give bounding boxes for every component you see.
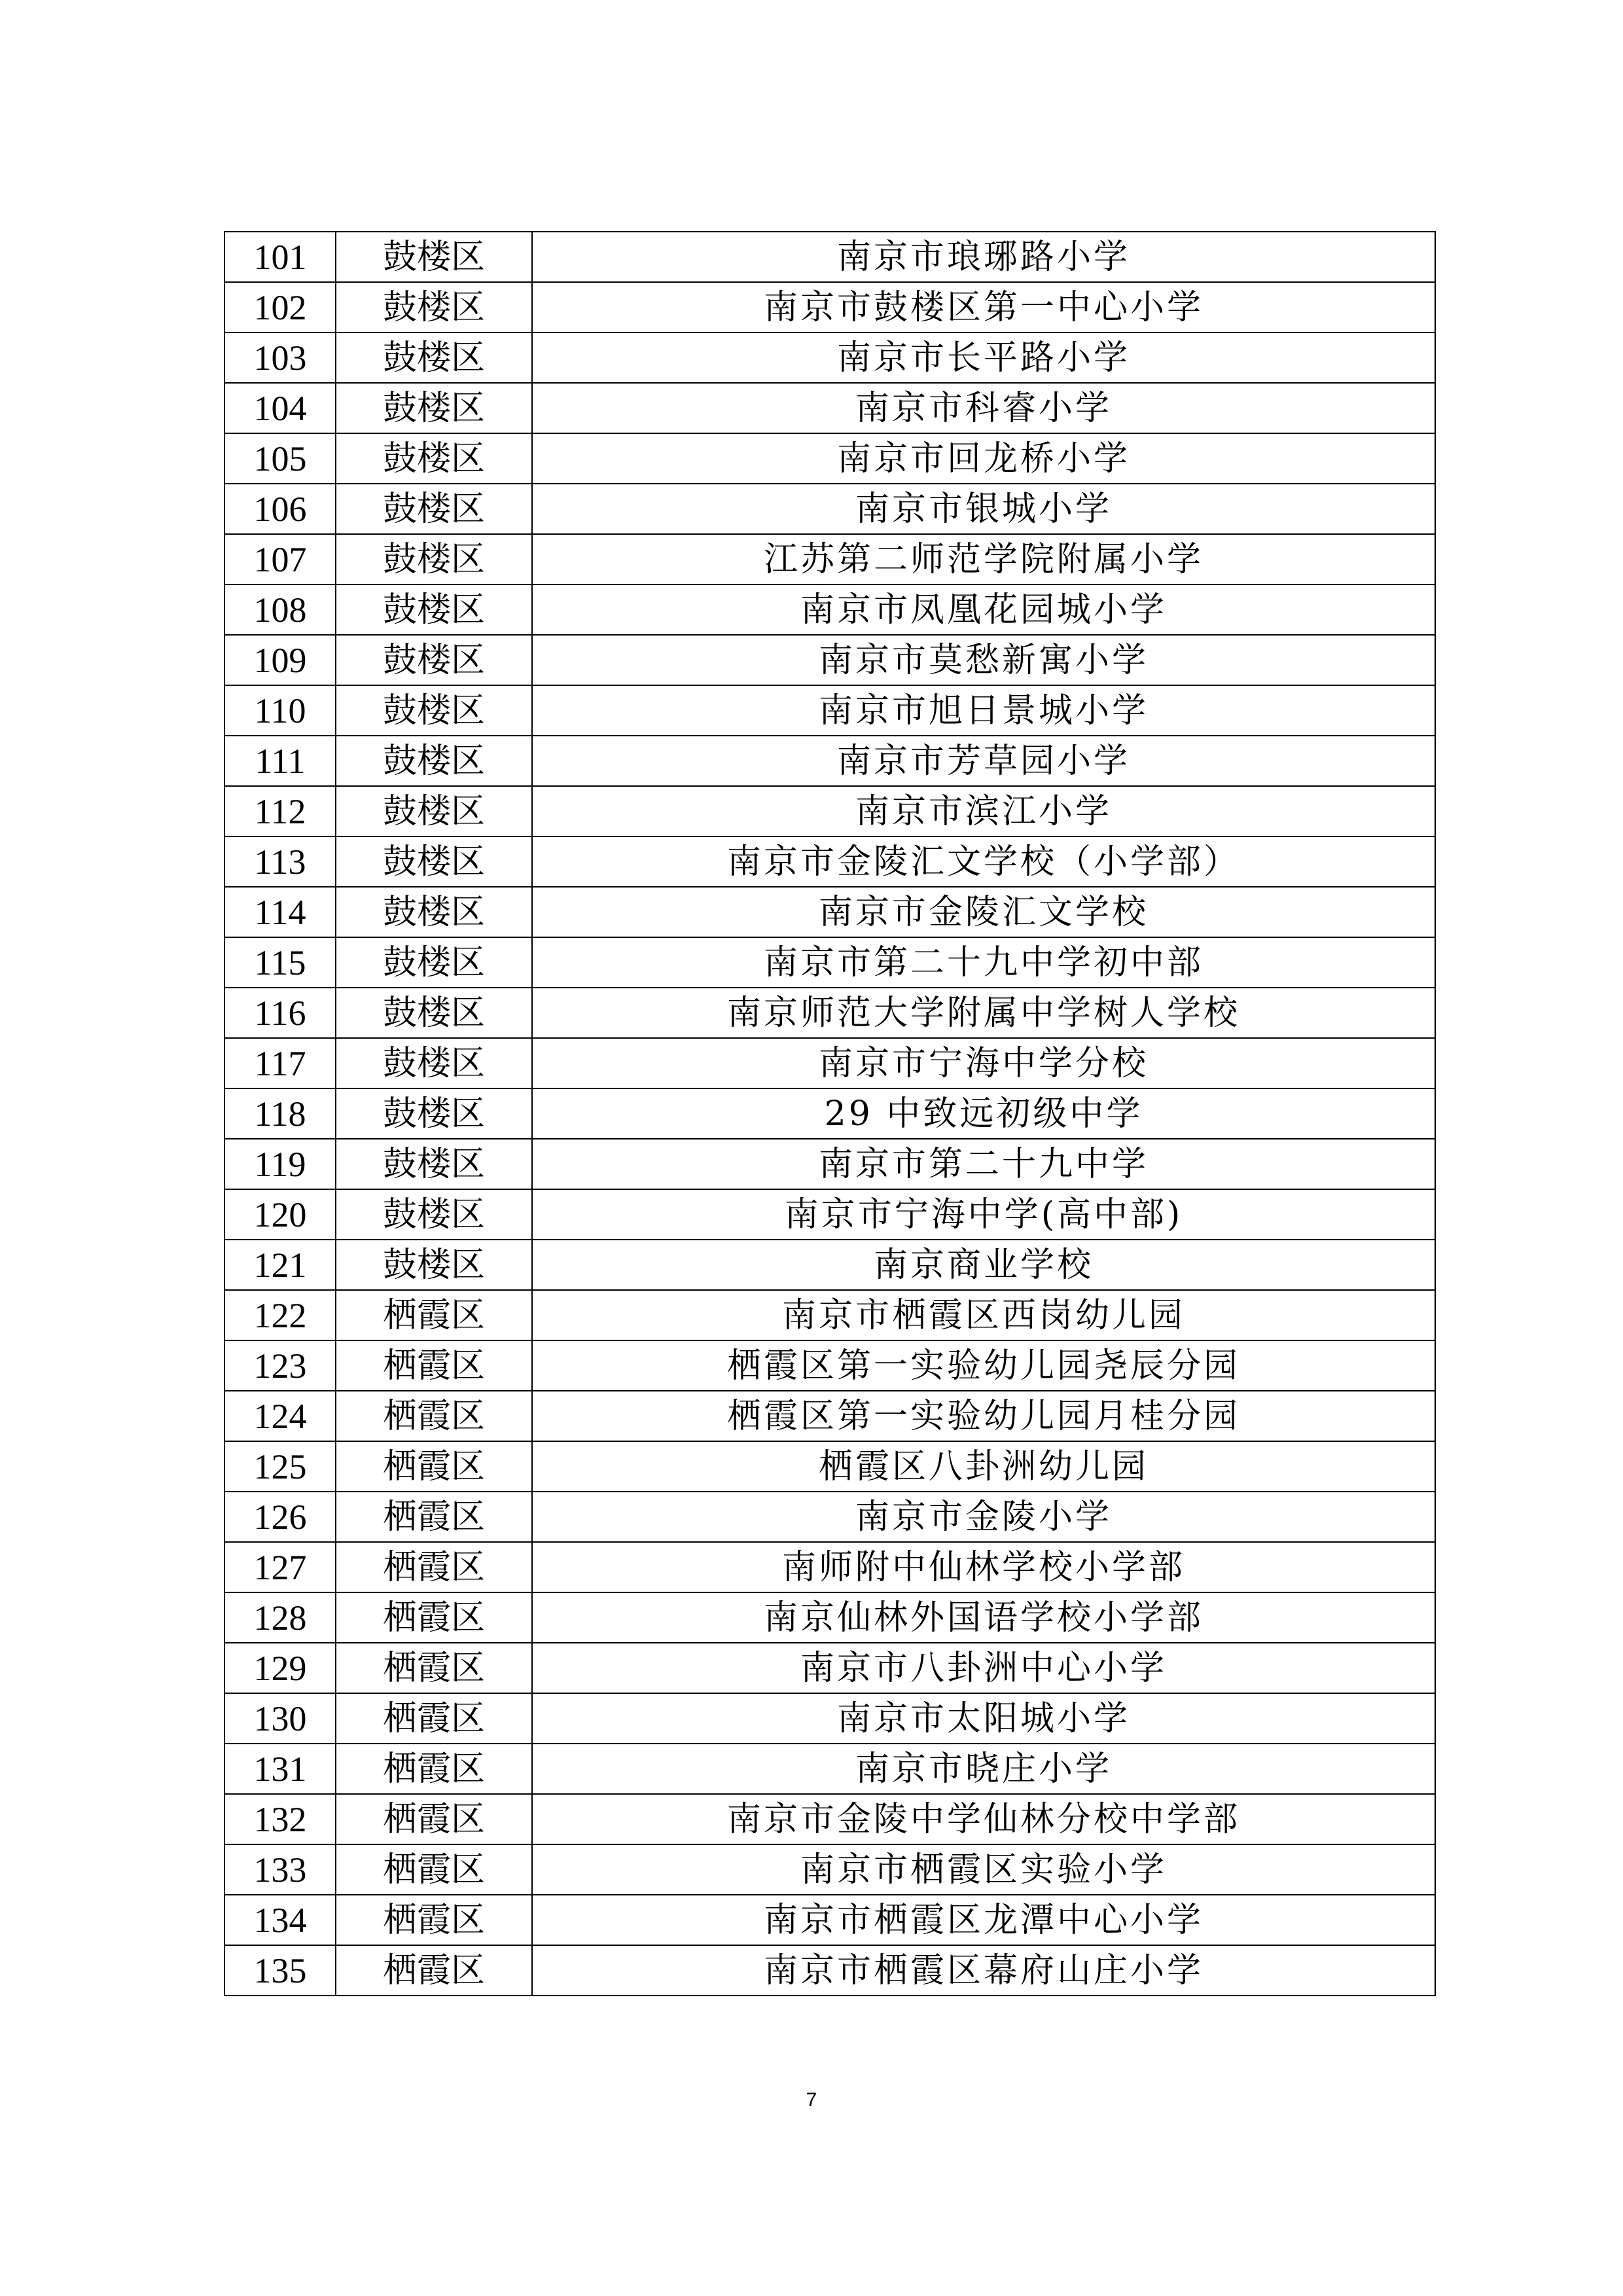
school-name-cell: 南京市金陵汇文学校 — [532, 887, 1435, 937]
school-name-cell: 南京市旭日景城小学 — [532, 685, 1435, 736]
district-cell: 鼓楼区 — [336, 282, 532, 332]
district-cell: 鼓楼区 — [336, 1139, 532, 1189]
table-row — [224, 584, 1435, 635]
district-cell: 鼓楼区 — [336, 232, 532, 282]
table-row — [224, 1945, 1435, 1996]
district-cell: 栖霞区 — [336, 1290, 532, 1340]
district-cell: 鼓楼区 — [336, 584, 532, 635]
district-cell: 鼓楼区 — [336, 685, 532, 736]
table-row — [224, 1895, 1435, 1945]
table-row — [224, 1340, 1435, 1391]
table-row — [224, 332, 1435, 383]
table-row — [224, 1088, 1435, 1139]
table-row — [224, 887, 1435, 937]
table-row — [224, 534, 1435, 584]
district-cell: 鼓楼区 — [336, 887, 532, 937]
district-cell: 鼓楼区 — [336, 1189, 532, 1240]
row-number-cell: 101 — [224, 232, 336, 282]
table-row — [224, 786, 1435, 836]
school-name-cell: 南京市长平路小学 — [532, 332, 1435, 383]
table-row — [224, 1492, 1435, 1542]
row-number-cell: 122 — [224, 1290, 336, 1340]
row-number-cell: 126 — [224, 1492, 336, 1542]
school-name-cell: 南京市回龙桥小学 — [532, 433, 1435, 484]
table-row — [224, 232, 1435, 282]
table-row — [224, 1592, 1435, 1643]
district-cell: 栖霞区 — [336, 1492, 532, 1542]
row-number-cell: 127 — [224, 1542, 336, 1592]
table-row — [224, 937, 1435, 988]
school-name-cell: 南京市晓庄小学 — [532, 1744, 1435, 1794]
row-number-cell: 105 — [224, 433, 336, 484]
table-row — [224, 282, 1435, 332]
row-number-cell: 120 — [224, 1189, 336, 1240]
table-row — [224, 1844, 1435, 1895]
row-number-cell: 130 — [224, 1693, 336, 1744]
district-cell: 栖霞区 — [336, 1844, 532, 1895]
table-row — [224, 1441, 1435, 1492]
row-number-cell: 128 — [224, 1592, 336, 1643]
school-name-cell: 南京市栖霞区西岗幼儿园 — [532, 1290, 1435, 1340]
row-number-cell: 134 — [224, 1895, 336, 1945]
school-name-cell: 栖霞区第一实验幼儿园尧辰分园 — [532, 1340, 1435, 1391]
row-number-cell: 109 — [224, 635, 336, 685]
row-number-cell: 114 — [224, 887, 336, 937]
table-row — [224, 685, 1435, 736]
school-name-cell: 南京师范大学附属中学树人学校 — [532, 988, 1435, 1038]
row-number-cell: 110 — [224, 685, 336, 736]
school-name-cell: 南师附中仙林学校小学部 — [532, 1542, 1435, 1592]
row-number-cell: 131 — [224, 1744, 336, 1794]
district-cell: 鼓楼区 — [336, 484, 532, 534]
row-number-cell: 104 — [224, 383, 336, 433]
district-cell: 鼓楼区 — [336, 1038, 532, 1088]
school-name-cell: 南京市宁海中学分校 — [532, 1038, 1435, 1088]
district-cell: 栖霞区 — [336, 1693, 532, 1744]
school-name-cell: 南京市琅琊路小学 — [532, 232, 1435, 282]
row-number-cell: 115 — [224, 937, 336, 988]
district-cell: 鼓楼区 — [336, 937, 532, 988]
table-row — [224, 1240, 1435, 1290]
school-name-cell: 南京市莫愁新寓小学 — [532, 635, 1435, 685]
district-cell: 栖霞区 — [336, 1391, 532, 1441]
row-number-cell: 124 — [224, 1391, 336, 1441]
row-number-cell: 111 — [224, 736, 336, 786]
table-row — [224, 1038, 1435, 1088]
row-number-cell: 119 — [224, 1139, 336, 1189]
table-row — [224, 1794, 1435, 1844]
school-name-cell: 南京市八卦洲中心小学 — [532, 1643, 1435, 1693]
school-name-cell: 南京市栖霞区幕府山庄小学 — [532, 1945, 1435, 1996]
school-name-cell: 南京市科睿小学 — [532, 383, 1435, 433]
district-cell: 鼓楼区 — [336, 332, 532, 383]
table-row — [224, 1139, 1435, 1189]
school-name-cell: 南京市栖霞区龙潭中心小学 — [532, 1895, 1435, 1945]
row-number-cell: 123 — [224, 1340, 336, 1391]
district-cell: 鼓楼区 — [336, 736, 532, 786]
table-row — [224, 736, 1435, 786]
row-number-cell: 117 — [224, 1038, 336, 1088]
table-row — [224, 484, 1435, 534]
row-number-cell: 129 — [224, 1643, 336, 1693]
school-name-cell: 南京市芳草园小学 — [532, 736, 1435, 786]
district-cell: 鼓楼区 — [336, 786, 532, 836]
row-number-cell: 113 — [224, 836, 336, 887]
school-name-cell: 南京市银城小学 — [532, 484, 1435, 534]
school-name-cell: 南京市凤凰花园城小学 — [532, 584, 1435, 635]
table-row — [224, 988, 1435, 1038]
table-row — [224, 1189, 1435, 1240]
row-number-cell: 106 — [224, 484, 336, 534]
school-name-cell: 29 中致远初级中学 — [532, 1088, 1435, 1139]
school-name-cell: 南京仙林外国语学校小学部 — [532, 1592, 1435, 1643]
row-number-cell: 116 — [224, 988, 336, 1038]
school-name-cell: 栖霞区八卦洲幼儿园 — [532, 1441, 1435, 1492]
row-number-cell: 103 — [224, 332, 336, 383]
district-cell: 栖霞区 — [336, 1794, 532, 1844]
district-cell: 栖霞区 — [336, 1542, 532, 1592]
row-number-cell: 102 — [224, 282, 336, 332]
table-row — [224, 635, 1435, 685]
school-name-cell: 南京市滨江小学 — [532, 786, 1435, 836]
district-cell: 鼓楼区 — [336, 1088, 532, 1139]
table-row — [224, 433, 1435, 484]
district-cell: 栖霞区 — [336, 1895, 532, 1945]
school-name-cell: 南京市金陵小学 — [532, 1492, 1435, 1542]
school-list-table — [224, 231, 1436, 1996]
school-name-cell: 南京市第二十九中学 — [532, 1139, 1435, 1189]
district-cell: 鼓楼区 — [336, 988, 532, 1038]
district-cell: 栖霞区 — [336, 1340, 532, 1391]
row-number-cell: 132 — [224, 1794, 336, 1844]
school-list-body — [224, 232, 1435, 1996]
school-name-cell: 南京市太阳城小学 — [532, 1693, 1435, 1744]
table-row — [224, 383, 1435, 433]
district-cell: 鼓楼区 — [336, 534, 532, 584]
row-number-cell: 133 — [224, 1844, 336, 1895]
table-row — [224, 1744, 1435, 1794]
table-row — [224, 1693, 1435, 1744]
row-number-cell: 121 — [224, 1240, 336, 1290]
school-name-cell: 栖霞区第一实验幼儿园月桂分园 — [532, 1391, 1435, 1441]
district-cell: 栖霞区 — [336, 1592, 532, 1643]
school-name-cell: 南京市金陵中学仙林分校中学部 — [532, 1794, 1435, 1844]
school-name-cell: 南京市宁海中学(高中部) — [532, 1189, 1435, 1240]
table-row — [224, 1643, 1435, 1693]
row-number-cell: 118 — [224, 1088, 336, 1139]
table-row — [224, 1542, 1435, 1592]
school-name-cell: 江苏第二师范学院附属小学 — [532, 534, 1435, 584]
district-cell: 鼓楼区 — [336, 1240, 532, 1290]
row-number-cell: 112 — [224, 786, 336, 836]
row-number-cell: 125 — [224, 1441, 336, 1492]
district-cell: 鼓楼区 — [336, 383, 532, 433]
row-number-cell: 107 — [224, 534, 336, 584]
district-cell: 栖霞区 — [336, 1441, 532, 1492]
table-row — [224, 836, 1435, 887]
district-cell: 栖霞区 — [336, 1744, 532, 1794]
school-name-cell: 南京市第二十九中学初中部 — [532, 937, 1435, 988]
school-name-cell: 南京市鼓楼区第一中心小学 — [532, 282, 1435, 332]
table-row — [224, 1391, 1435, 1441]
district-cell: 鼓楼区 — [336, 836, 532, 887]
school-name-cell: 南京市金陵汇文学校（小学部） — [532, 836, 1435, 887]
row-number-cell: 135 — [224, 1945, 336, 1996]
page-number: 7 — [806, 2089, 817, 2111]
district-cell: 栖霞区 — [336, 1945, 532, 1996]
district-cell: 鼓楼区 — [336, 635, 532, 685]
district-cell: 栖霞区 — [336, 1643, 532, 1693]
school-name-cell: 南京市栖霞区实验小学 — [532, 1844, 1435, 1895]
school-name-cell: 南京商业学校 — [532, 1240, 1435, 1290]
district-cell: 鼓楼区 — [336, 433, 532, 484]
row-number-cell: 108 — [224, 584, 336, 635]
table-row — [224, 1290, 1435, 1340]
